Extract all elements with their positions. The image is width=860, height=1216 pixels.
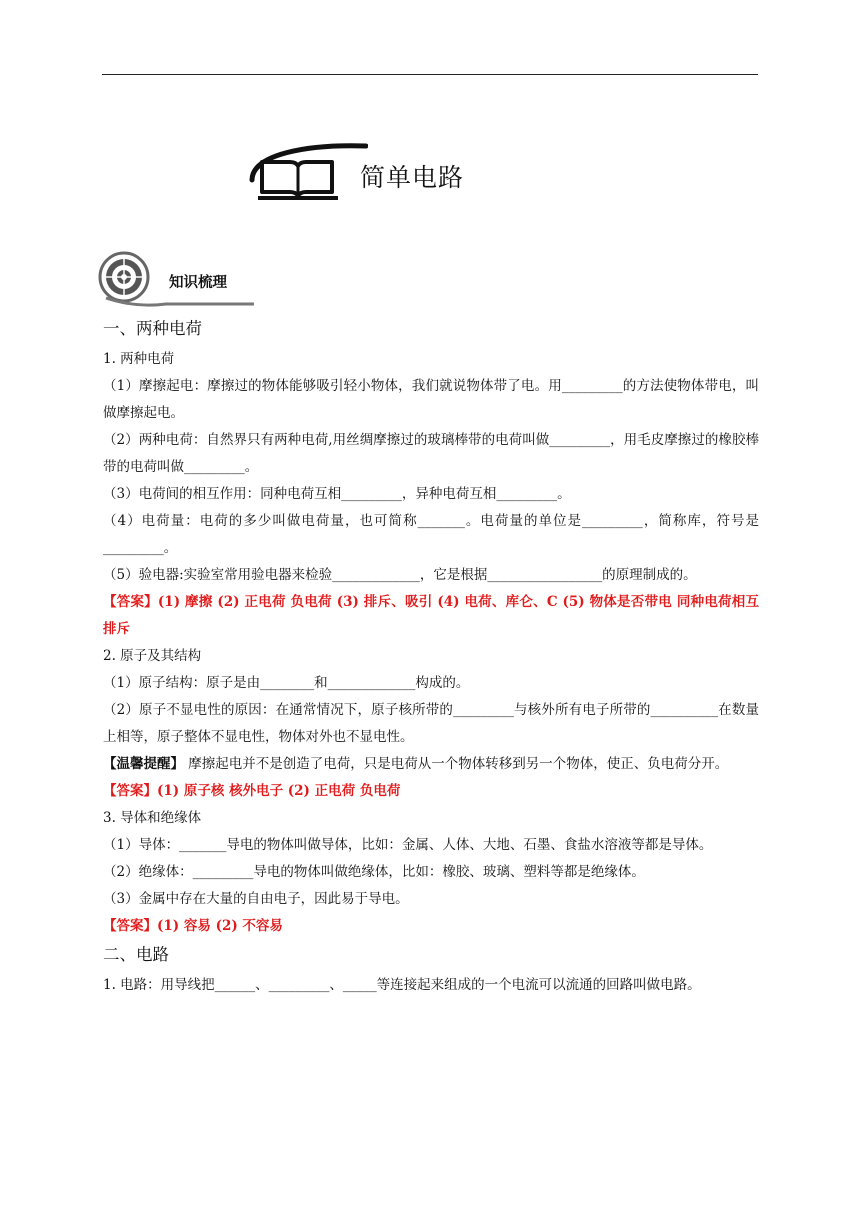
tip-text: 摩擦起电并不是创造了电荷，只是电荷从一个物体转移到另一个物体，使正、负电荷分开。 bbox=[184, 756, 729, 772]
subsection-title: 2. 原子及其结构 bbox=[103, 648, 202, 664]
paragraph: （4）电荷量：电荷的多少叫做电荷量，也可简称_______。电荷量的单位是_________，简称库，符号是_________。 bbox=[103, 513, 759, 556]
answer-block bbox=[103, 778, 759, 805]
page-title: 简单电路 bbox=[360, 163, 465, 192]
tip-block bbox=[103, 751, 759, 778]
paragraph: （5）验电器:实验室常用验电器来检验_____________，它是根据_________________的原理制成的。 bbox=[103, 567, 697, 583]
paragraph: （2）原子不显电性的原因：在通常情况下，原子核所带的_________与核外所有电子所带的__________在数量上相等，原子整体不显电性，物体对外也不显电性。 bbox=[103, 702, 759, 745]
answer-tag: 【答案】 bbox=[103, 783, 157, 799]
paragraph: （1）摩擦起电：摩擦过的物体能够吸引轻小物体，我们就说物体带了电。用_________的方法使物体带电，叫做摩擦起电。 bbox=[103, 378, 759, 421]
document-body bbox=[103, 318, 759, 999]
answer-block bbox=[103, 913, 759, 940]
paragraph: （1）导体：_______导电的物体叫做导体，比如：金属、人体、大地、石墨、食盐水溶液等都是导体。 bbox=[103, 837, 713, 853]
section-badge bbox=[96, 250, 256, 308]
paragraph: （3）金属中存在大量的自由电子，因此易于导电。 bbox=[103, 891, 409, 907]
book-icon bbox=[248, 140, 368, 210]
title-banner bbox=[248, 140, 668, 210]
section-heading-1: 一、两种电荷 bbox=[103, 319, 202, 338]
answer-text: (1) 原子核 核外电子 (2) 正电荷 负电荷 bbox=[157, 783, 401, 799]
answer-tag: 【答案】 bbox=[103, 918, 157, 934]
paragraph: （2）两种电荷：自然界只有两种电荷,用丝绸摩擦过的玻璃棒带的电荷叫做_________，用毛皮摩擦过的橡胶棒带的电荷叫做_________。 bbox=[103, 432, 759, 475]
paragraph: （2）绝缘体：_________导电的物体叫做绝缘体，比如：橡胶、玻璃、塑料等都是绝缘体。 bbox=[103, 864, 645, 880]
paragraph: （3）电荷间的相互作用：同种电荷互相_________，异种电荷互相_________。 bbox=[103, 486, 571, 502]
subsection-title: 3. 导体和绝缘体 bbox=[103, 810, 202, 826]
answer-tag: 【答案】 bbox=[103, 594, 158, 610]
answer-text: (1) 容易 (2) 不容易 bbox=[157, 918, 283, 934]
answer-block bbox=[103, 589, 759, 643]
answer-text: (1) 摩擦 (2) 正电荷 负电荷 (3) 排斥、吸引 (4) 电荷、库仑、C (5) 物体是否带电 同种电荷相互排斥 bbox=[103, 594, 760, 637]
section-heading-2: 二、电路 bbox=[103, 945, 169, 964]
subsection-title: 1. 两种电荷 bbox=[103, 351, 175, 367]
paragraph: （1）原子结构：原子是由________和_____________构成的。 bbox=[103, 675, 470, 691]
paragraph: 1. 电路：用导线把______、_________、_____等连接起来组成的一个电流可以流通的回路叫做电路。 bbox=[103, 977, 701, 993]
section-label: 知识梳理 bbox=[169, 275, 227, 291]
header-rule bbox=[102, 74, 758, 75]
tip-tag: 【温馨提醒】 bbox=[103, 756, 184, 772]
